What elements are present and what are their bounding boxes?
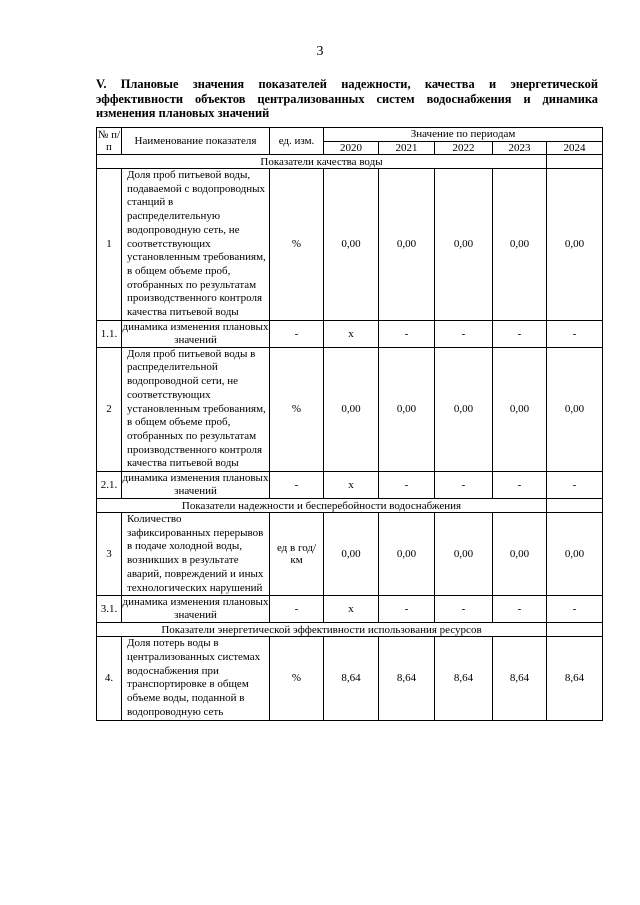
table-row: [97, 596, 603, 623]
row-value: -: [435, 472, 493, 499]
indicators-table: [96, 127, 603, 721]
row-value: -: [547, 320, 603, 347]
section-row: [97, 623, 603, 637]
row-value: -: [547, 596, 603, 623]
row-unit: ед в год/ км: [270, 513, 324, 596]
row-no: 1: [97, 169, 122, 321]
row-no: 1.1.: [97, 320, 122, 347]
row-value: -: [493, 472, 547, 499]
header-periods: Значение по периодам: [324, 128, 603, 142]
row-value: х: [324, 596, 379, 623]
row-value: 0,00: [379, 347, 435, 471]
row-name: динамика изменения плановых значений: [122, 472, 269, 498]
table-row: [97, 472, 603, 499]
row-value: 0,00: [547, 169, 603, 321]
row-value: -: [379, 472, 435, 499]
row-value: -: [379, 320, 435, 347]
row-no: 2: [97, 347, 122, 471]
header-year: 2020: [324, 141, 379, 155]
header-unit: ед. изм.: [270, 128, 324, 155]
table-row: [97, 637, 603, 720]
header-name: Наименование показателя: [122, 128, 270, 155]
row-unit: %: [270, 169, 324, 321]
header-no: № п/п: [97, 128, 121, 153]
table-row: [97, 513, 603, 596]
row-value: -: [379, 596, 435, 623]
row-no: 3: [97, 513, 122, 596]
row-unit: %: [270, 347, 324, 471]
header-year: 2022: [435, 141, 493, 155]
row-no: 4.: [97, 637, 122, 720]
row-value: -: [435, 596, 493, 623]
section-row: [97, 499, 603, 513]
row-value: х: [324, 472, 379, 499]
row-value: 0,00: [493, 347, 547, 471]
row-value: 0,00: [324, 169, 379, 321]
row-value: х: [324, 320, 379, 347]
header-year: 2024: [547, 141, 603, 155]
row-value: -: [435, 320, 493, 347]
row-value: 8,64: [435, 637, 493, 720]
row-name: Доля проб питьевой воды в распределительной водопроводной сети, не соответствующих установленным требованиям, в общем объеме проб, отобранных по результатам производственного контроля качества питьевой воды: [122, 347, 270, 471]
table-row: [97, 347, 603, 471]
table-row: [97, 320, 603, 347]
page-number: 3: [316, 44, 324, 59]
row-value: 0,00: [547, 347, 603, 471]
row-value: 0,00: [379, 169, 435, 321]
row-name: Доля проб питьевой воды, подаваемой с водопроводных станций в распределительную водопроводную сеть, не соответствующих установленным требованиям, в общем объеме проб, отобранных по результатам производственного контроля качества питьевой воды: [122, 169, 270, 321]
row-unit: -: [270, 472, 324, 499]
row-value: 0,00: [435, 169, 493, 321]
row-name: Количество зафиксированных перерывов в подаче холодной воды, возникших в результате аварий, повреждений и иных технологических нарушений: [122, 513, 270, 596]
section-title: Показатели качества воды: [97, 155, 547, 169]
section-title: Показатели надежности и бесперебойности водоснабжения: [97, 499, 547, 513]
row-value: 0,00: [324, 347, 379, 471]
row-value: 0,00: [493, 513, 547, 596]
row-unit: -: [270, 320, 324, 347]
row-value: 8,64: [493, 637, 547, 720]
row-value: -: [493, 320, 547, 347]
row-no: 2.1.: [97, 472, 122, 499]
section-title: Показатели энергетической эффективности использования ресурсов: [97, 623, 547, 637]
section-heading: V. Плановые значения показателей надежности, качества и энергетической эффективности объектов централизованных систем водоснабжения и динамика изменения плановых значений: [96, 77, 598, 120]
header-year: 2023: [493, 141, 547, 155]
row-value: -: [493, 596, 547, 623]
row-value: 0,00: [324, 513, 379, 596]
row-value: 8,64: [379, 637, 435, 720]
row-unit: %: [270, 637, 324, 720]
header-year: 2021: [379, 141, 435, 155]
header-row: [97, 128, 603, 142]
row-name: Доля потерь воды в централизованных системах водоснабжения при транспортировке в общем объеме воды, поданной в водопроводную сеть: [122, 637, 270, 720]
row-value: -: [547, 472, 603, 499]
row-no: 3.1.: [97, 596, 122, 623]
row-unit: -: [270, 596, 324, 623]
row-value: 0,00: [435, 347, 493, 471]
row-name: динамика изменения плановых значений: [122, 320, 269, 346]
row-value: 0,00: [493, 169, 547, 321]
row-value: 8,64: [547, 637, 603, 720]
row-name: динамика изменения плановых значений: [122, 596, 269, 622]
row-value: 8,64: [324, 637, 379, 720]
section-row: [97, 155, 603, 169]
row-value: 0,00: [435, 513, 493, 596]
table-row: [97, 169, 603, 321]
row-value: 0,00: [379, 513, 435, 596]
row-value: 0,00: [547, 513, 603, 596]
